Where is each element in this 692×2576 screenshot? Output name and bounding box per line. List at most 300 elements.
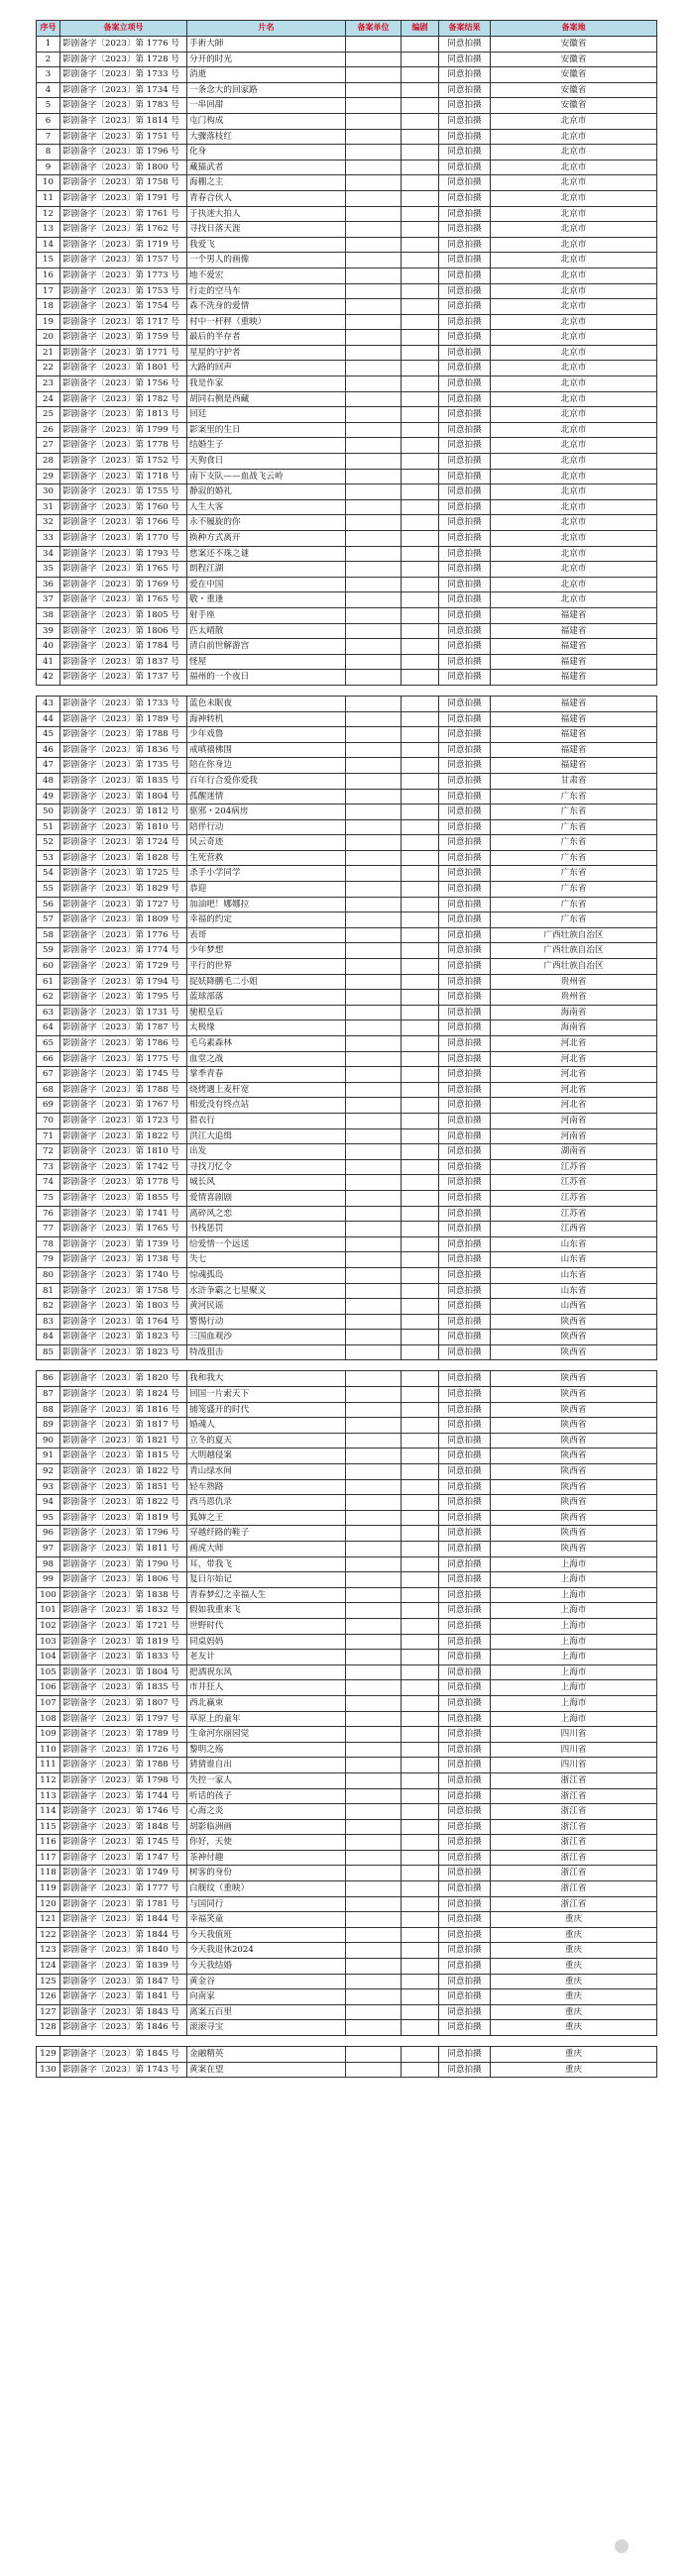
screenwriter xyxy=(402,805,439,820)
code-prefix: 影剧备字〔2023〕第 xyxy=(62,316,145,327)
code-number: 1855 xyxy=(146,1192,169,1203)
registration-code xyxy=(60,1330,187,1345)
screenwriter xyxy=(402,1402,439,1418)
registration-place: 北京市 xyxy=(491,190,657,206)
row-number: 13 xyxy=(37,222,60,238)
registration-result: 同意拍摄 xyxy=(439,499,491,515)
film-title: 青山绿水间 xyxy=(187,1464,346,1480)
registration-code xyxy=(60,283,187,299)
code-suffix: 号 xyxy=(171,1666,179,1677)
table-row xyxy=(37,190,657,206)
registering-unit xyxy=(346,639,402,655)
screenwriter xyxy=(402,1711,439,1727)
registering-unit xyxy=(346,1267,402,1283)
screenwriter xyxy=(402,145,439,161)
registration-code xyxy=(60,1896,187,1912)
film-title: 今天我值班 xyxy=(187,1927,346,1943)
row-number: 101 xyxy=(37,1603,60,1619)
registration-result: 同意拍摄 xyxy=(439,1572,491,1588)
registration-code xyxy=(60,206,187,222)
registration-place: 安徽省 xyxy=(491,67,657,83)
code-suffix: 号 xyxy=(171,486,179,497)
code-suffix: 号 xyxy=(171,1898,179,1909)
registration-code xyxy=(60,1943,187,1959)
registration-code xyxy=(60,391,187,407)
code-number: 1835 xyxy=(146,1682,169,1693)
film-title: 表哥 xyxy=(187,927,346,943)
row-number: 113 xyxy=(37,1788,60,1804)
row-number: 66 xyxy=(37,1051,60,1067)
registration-place: 北京市 xyxy=(491,577,657,592)
table-row xyxy=(37,345,657,361)
code-suffix: 号 xyxy=(171,1053,179,1064)
registration-code xyxy=(60,819,187,835)
registration-place: 河北省 xyxy=(491,1067,657,1083)
registration-place: 上海市 xyxy=(491,1711,657,1727)
code-suffix: 号 xyxy=(171,2022,179,2033)
table-row xyxy=(37,974,657,990)
code-prefix: 影剧备字〔2023〕第 xyxy=(62,1605,145,1616)
code-suffix: 号 xyxy=(171,131,179,142)
registration-code xyxy=(60,1418,187,1434)
film-title: 猜猜谁自出 xyxy=(187,1758,346,1773)
registration-place: 北京市 xyxy=(491,484,657,500)
code-suffix: 号 xyxy=(171,579,179,590)
code-number: 1804 xyxy=(146,1666,169,1677)
row-number: 47 xyxy=(37,758,60,774)
row-number: 6 xyxy=(37,113,60,129)
registration-place: 广东省 xyxy=(491,819,657,835)
watermark-logo-icon xyxy=(615,2539,629,2553)
code-prefix: 影剧备字〔2023〕第 xyxy=(62,1254,145,1265)
code-number: 1776 xyxy=(146,39,169,49)
row-number: 37 xyxy=(37,592,60,608)
row-number: 85 xyxy=(37,1344,60,1360)
table-row xyxy=(37,206,657,222)
row-number: 70 xyxy=(37,1113,60,1128)
code-suffix: 号 xyxy=(171,39,179,49)
registration-code xyxy=(60,1989,187,2005)
registration-code xyxy=(60,484,187,500)
film-title: 少年戏鲁 xyxy=(187,727,346,743)
code-prefix: 影剧备字〔2023〕第 xyxy=(62,641,145,652)
code-prefix: 影剧备字〔2023〕第 xyxy=(62,1914,145,1925)
film-title: 少年梦想 xyxy=(187,943,346,959)
screenwriter xyxy=(402,1896,439,1912)
registration-place: 重庆 xyxy=(491,1989,657,2005)
code-prefix: 影剧备字〔2023〕第 xyxy=(62,625,145,636)
code-number: 1788 xyxy=(146,1084,169,1095)
registration-place: 重庆 xyxy=(491,1959,657,1975)
row-number: 52 xyxy=(37,835,60,851)
film-title: 生命河东丽园觉 xyxy=(187,1727,346,1743)
film-title: 心海之炎 xyxy=(187,1804,346,1820)
registration-code xyxy=(60,927,187,943)
code-number: 1733 xyxy=(146,698,169,708)
registering-unit xyxy=(346,897,402,912)
registration-result: 同意拍摄 xyxy=(439,696,491,711)
registering-unit xyxy=(346,113,402,129)
registration-place: 福建省 xyxy=(491,654,657,670)
registration-code xyxy=(60,639,187,655)
row-number: 109 xyxy=(37,1727,60,1743)
code-suffix: 号 xyxy=(171,1301,179,1312)
registration-place: 广东省 xyxy=(491,897,657,912)
table-row xyxy=(37,1175,657,1191)
registration-place: 陕西省 xyxy=(491,1526,657,1542)
screenwriter xyxy=(402,1051,439,1067)
code-number: 1758 xyxy=(146,1285,169,1296)
screenwriter xyxy=(402,1128,439,1144)
code-prefix: 影剧备字〔2023〕第 xyxy=(62,1774,145,1785)
screenwriter xyxy=(402,1082,439,1098)
code-number: 1719 xyxy=(146,239,169,250)
registration-code xyxy=(60,330,187,346)
code-suffix: 号 xyxy=(171,1404,179,1415)
registration-code xyxy=(60,773,187,789)
film-title: 轻车熟路 xyxy=(187,1479,346,1495)
film-title: 杀手小学同学 xyxy=(187,866,346,882)
table-row xyxy=(37,160,657,175)
table-row xyxy=(37,67,657,83)
screenwriter xyxy=(402,912,439,928)
registering-unit xyxy=(346,1927,402,1943)
registration-result: 同意拍摄 xyxy=(439,1819,491,1835)
film-title: 蓝色未眠夜 xyxy=(187,696,346,711)
code-number: 1789 xyxy=(146,1729,169,1740)
table-row xyxy=(37,1603,657,1619)
registration-result: 同意拍摄 xyxy=(439,1371,491,1387)
film-title: 海神转机 xyxy=(187,711,346,727)
registration-result: 同意拍摄 xyxy=(439,1866,491,1881)
code-prefix: 影剧备字〔2023〕第 xyxy=(62,1898,145,1909)
code-prefix: 影剧备字〔2023〕第 xyxy=(62,1208,145,1219)
registration-result: 同意拍摄 xyxy=(439,773,491,789)
screenwriter xyxy=(402,1433,439,1449)
table-row xyxy=(37,1618,657,1634)
registration-result: 同意拍摄 xyxy=(439,1051,491,1067)
film-title: 立冬的夏天 xyxy=(187,1433,346,1449)
code-number: 1787 xyxy=(146,1022,169,1033)
code-number: 1771 xyxy=(146,347,169,358)
registration-result: 同意拍摄 xyxy=(439,1206,491,1222)
row-number: 30 xyxy=(37,484,60,500)
row-number: 74 xyxy=(37,1175,60,1191)
table-row xyxy=(37,438,657,454)
registration-place: 福建省 xyxy=(491,727,657,743)
registration-result: 同意拍摄 xyxy=(439,1433,491,1449)
registration-code xyxy=(60,1314,187,1330)
registering-unit xyxy=(346,1144,402,1160)
registration-place: 山东省 xyxy=(491,1283,657,1299)
film-title: 市井狂人 xyxy=(187,1680,346,1696)
table-row xyxy=(37,742,657,758)
registering-unit xyxy=(346,2020,402,2036)
screenwriter xyxy=(402,222,439,238)
screenwriter xyxy=(402,1344,439,1360)
screenwriter xyxy=(402,1835,439,1851)
code-suffix: 号 xyxy=(171,1544,179,1554)
code-number: 1845 xyxy=(146,2049,169,2059)
screenwriter xyxy=(402,1634,439,1650)
code-number: 1745 xyxy=(146,1069,169,1080)
registering-unit xyxy=(346,1036,402,1052)
screenwriter xyxy=(402,422,439,438)
screenwriter xyxy=(402,592,439,608)
row-number: 94 xyxy=(37,1495,60,1511)
code-number: 1728 xyxy=(146,54,169,64)
code-suffix: 号 xyxy=(171,1100,179,1111)
code-number: 1765 xyxy=(146,594,169,605)
code-prefix: 影剧备字〔2023〕第 xyxy=(62,775,145,786)
code-prefix: 影剧备字〔2023〕第 xyxy=(62,1420,145,1431)
screenwriter xyxy=(402,711,439,727)
table-row xyxy=(37,959,657,975)
code-suffix: 号 xyxy=(171,899,179,910)
film-title: 胡影临洲画 xyxy=(187,1819,346,1835)
registering-unit xyxy=(346,407,402,423)
film-title: 太极缘 xyxy=(187,1020,346,1036)
code-prefix: 影剧备字〔2023〕第 xyxy=(62,992,145,1003)
registration-place: 浙江省 xyxy=(491,1804,657,1820)
code-suffix: 号 xyxy=(171,1837,179,1848)
screenwriter xyxy=(402,314,439,330)
table-row xyxy=(37,1866,657,1881)
table-row xyxy=(37,670,657,686)
table-row xyxy=(37,1788,657,1804)
film-title: 百年行合爱你爱我 xyxy=(187,773,346,789)
registration-place: 北京市 xyxy=(491,283,657,299)
table-row xyxy=(37,1128,657,1144)
row-number: 82 xyxy=(37,1299,60,1315)
table-row xyxy=(37,789,657,805)
film-title: 驰根皇后 xyxy=(187,1005,346,1020)
row-number: 55 xyxy=(37,882,60,898)
screenwriter xyxy=(402,37,439,53)
registration-code xyxy=(60,1005,187,1020)
film-title: 树客的身份 xyxy=(187,1866,346,1881)
registration-result: 同意拍摄 xyxy=(439,2062,491,2078)
code-number: 1767 xyxy=(146,1100,169,1111)
row-number: 24 xyxy=(37,391,60,407)
screenwriter xyxy=(402,113,439,129)
screenwriter xyxy=(402,1479,439,1495)
code-prefix: 影剧备字〔2023〕第 xyxy=(62,729,145,740)
film-title: 朗程江湖 xyxy=(187,562,346,578)
table-row xyxy=(37,943,657,959)
film-title: 画虎大师 xyxy=(187,1542,346,1557)
code-number: 1796 xyxy=(146,147,169,158)
registering-unit xyxy=(346,696,402,711)
registration-place: 陕西省 xyxy=(491,1387,657,1403)
code-number: 1753 xyxy=(146,285,169,296)
registration-result: 同意拍摄 xyxy=(439,1418,491,1434)
registration-result: 同意拍摄 xyxy=(439,912,491,928)
registration-result: 同意拍摄 xyxy=(439,160,491,175)
code-number: 1740 xyxy=(146,1269,169,1280)
registering-unit xyxy=(346,1020,402,1036)
registration-place: 浙江省 xyxy=(491,1881,657,1897)
row-number: 103 xyxy=(37,1634,60,1650)
code-prefix: 影剧备字〔2023〕第 xyxy=(62,884,145,895)
registration-place: 陕西省 xyxy=(491,1433,657,1449)
row-number: 38 xyxy=(37,607,60,623)
registering-unit xyxy=(346,1835,402,1851)
code-number: 1759 xyxy=(146,332,169,343)
registration-code xyxy=(60,1222,187,1237)
table-row xyxy=(37,499,657,515)
registration-place: 陕西省 xyxy=(491,1542,657,1557)
row-number: 115 xyxy=(37,1819,60,1835)
code-prefix: 影剧备字〔2023〕第 xyxy=(62,440,145,451)
registering-unit xyxy=(346,546,402,562)
registration-result: 同意拍摄 xyxy=(439,959,491,975)
film-title: 我和我大 xyxy=(187,1371,346,1387)
registration-place: 北京市 xyxy=(491,206,657,222)
registering-unit xyxy=(346,974,402,990)
screenwriter xyxy=(402,484,439,500)
code-suffix: 号 xyxy=(171,1038,179,1048)
screenwriter xyxy=(402,1664,439,1680)
registration-code xyxy=(60,499,187,515)
registration-result: 同意拍摄 xyxy=(439,314,491,330)
registration-place: 福建省 xyxy=(491,696,657,711)
code-prefix: 影剧备字〔2023〕第 xyxy=(62,2022,145,2033)
registration-code xyxy=(60,1190,187,1206)
film-title: 换种方式离开 xyxy=(187,531,346,547)
registration-place: 北京市 xyxy=(491,160,657,175)
film-title: 风云奇迹 xyxy=(187,835,346,851)
code-suffix: 号 xyxy=(171,1389,179,1400)
code-prefix: 影剧备字〔2023〕第 xyxy=(62,1053,145,1064)
registering-unit xyxy=(346,654,402,670)
code-number: 1742 xyxy=(146,1161,169,1172)
registration-place: 重庆 xyxy=(491,1912,657,1928)
code-prefix: 影剧备字〔2023〕第 xyxy=(62,868,145,879)
screenwriter xyxy=(402,1005,439,1020)
registration-result: 同意拍摄 xyxy=(439,345,491,361)
film-title: 大明越侵案 xyxy=(187,1449,346,1464)
code-suffix: 号 xyxy=(171,2049,179,2059)
row-number: 112 xyxy=(37,1772,60,1788)
film-title: 海棚之主 xyxy=(187,175,346,191)
code-suffix: 号 xyxy=(171,1130,179,1141)
registration-code xyxy=(60,1804,187,1820)
code-number: 1738 xyxy=(146,1254,169,1265)
table-row xyxy=(37,1850,657,1866)
table-row xyxy=(37,1510,657,1526)
row-number: 22 xyxy=(37,361,60,376)
registration-result: 同意拍摄 xyxy=(439,1144,491,1160)
registration-code xyxy=(60,237,187,253)
code-prefix: 影剧备字〔2023〕第 xyxy=(62,1269,145,1280)
registering-unit xyxy=(346,1989,402,2005)
registration-result: 同意拍摄 xyxy=(439,1330,491,1345)
registration-code xyxy=(60,98,187,114)
row-number: 11 xyxy=(37,190,60,206)
row-number: 17 xyxy=(37,283,60,299)
registration-result: 同意拍摄 xyxy=(439,1314,491,1330)
registering-unit xyxy=(346,1664,402,1680)
registration-code xyxy=(60,175,187,191)
code-prefix: 影剧备字〔2023〕第 xyxy=(62,852,145,863)
code-suffix: 号 xyxy=(171,224,179,235)
registration-code xyxy=(60,562,187,578)
registration-code xyxy=(60,623,187,639)
registering-unit xyxy=(346,1556,402,1572)
code-prefix: 影剧备字〔2023〕第 xyxy=(62,486,145,497)
code-prefix: 影剧备字〔2023〕第 xyxy=(62,1450,145,1461)
registration-place: 北京市 xyxy=(491,299,657,315)
screenwriter xyxy=(402,1866,439,1881)
registration-place: 贵州省 xyxy=(491,974,657,990)
code-number: 1786 xyxy=(146,1038,169,1048)
registration-place: 浙江省 xyxy=(491,1866,657,1881)
registering-unit xyxy=(346,515,402,531)
registration-result: 同意拍摄 xyxy=(439,654,491,670)
code-number: 1766 xyxy=(146,517,169,528)
registration-code xyxy=(60,897,187,912)
registration-code xyxy=(60,515,187,531)
table-row xyxy=(37,1727,657,1743)
code-prefix: 影剧备字〔2023〕第 xyxy=(62,208,145,219)
table-row xyxy=(37,1190,657,1206)
screenwriter xyxy=(402,376,439,392)
screenwriter xyxy=(402,345,439,361)
registration-sheet xyxy=(36,20,656,2078)
screenwriter xyxy=(402,1330,439,1345)
code-number: 1729 xyxy=(146,961,169,972)
film-title: 村中一杆秤（重映） xyxy=(187,314,346,330)
registration-place: 浙江省 xyxy=(491,1772,657,1788)
row-number: 81 xyxy=(37,1283,60,1299)
registration-result: 同意拍摄 xyxy=(439,1556,491,1572)
row-number: 123 xyxy=(37,1943,60,1959)
registration-code xyxy=(60,438,187,454)
row-number: 58 xyxy=(37,927,60,943)
screenwriter xyxy=(402,160,439,175)
registering-unit xyxy=(346,253,402,268)
registering-unit xyxy=(346,1402,402,1418)
screenwriter xyxy=(402,391,439,407)
code-suffix: 号 xyxy=(171,1652,179,1663)
row-number: 118 xyxy=(37,1866,60,1881)
film-title: 行走的空马车 xyxy=(187,283,346,299)
code-prefix: 影剧备字〔2023〕第 xyxy=(62,1466,145,1477)
film-title: 生死营救 xyxy=(187,850,346,866)
code-suffix: 号 xyxy=(171,100,179,111)
code-suffix: 号 xyxy=(171,884,179,895)
registering-unit xyxy=(346,805,402,820)
code-number: 1751 xyxy=(146,131,169,142)
registering-unit xyxy=(346,1881,402,1897)
film-title: 屯门构成 xyxy=(187,113,346,129)
code-prefix: 影剧备字〔2023〕第 xyxy=(62,1161,145,1172)
code-suffix: 号 xyxy=(171,1346,179,1357)
table-row xyxy=(37,237,657,253)
registering-unit xyxy=(346,758,402,774)
code-number: 1765 xyxy=(146,564,169,575)
registration-place: 安徽省 xyxy=(491,98,657,114)
registration-result: 同意拍摄 xyxy=(439,1772,491,1788)
screenwriter xyxy=(402,607,439,623)
registration-code xyxy=(60,299,187,315)
registration-result: 同意拍摄 xyxy=(439,1267,491,1283)
code-suffix: 号 xyxy=(171,363,179,374)
registration-place: 北京市 xyxy=(491,253,657,268)
row-number: 63 xyxy=(37,1005,60,1020)
registering-unit xyxy=(346,1680,402,1696)
